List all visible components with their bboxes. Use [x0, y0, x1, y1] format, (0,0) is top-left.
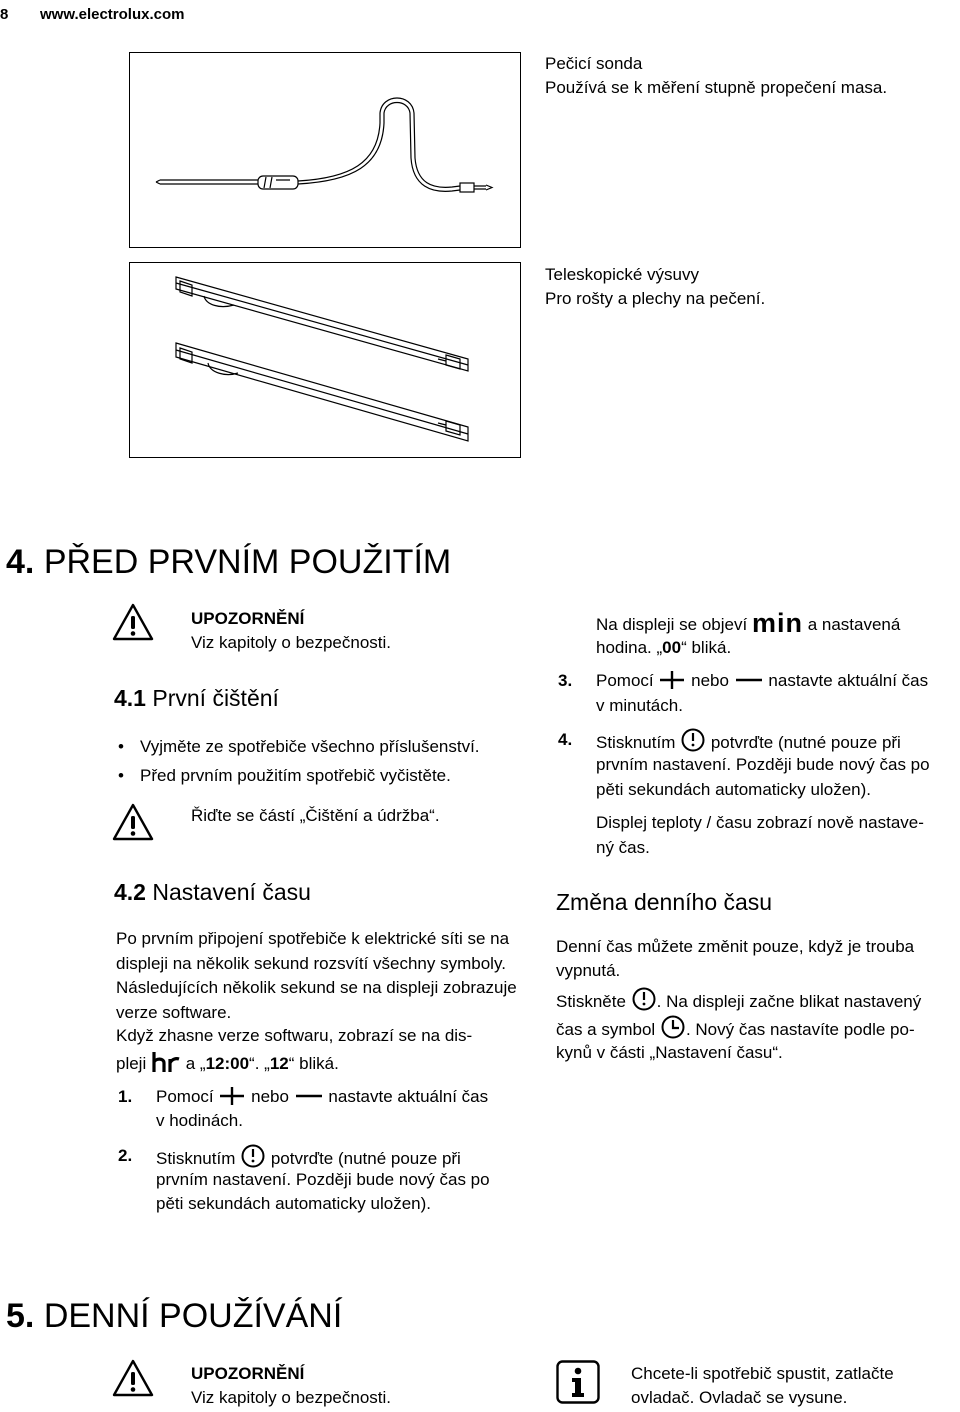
section-4-2-heading	[114, 878, 311, 906]
text-fragment: . Na displeji začne blikat nastavený	[656, 992, 922, 1011]
change-text-line: Denní čas můžete změnit pouze, když je trouba	[556, 937, 915, 956]
warning-triangle-icon	[112, 1359, 154, 1402]
step-1	[118, 1085, 538, 1135]
probe-title: Pečicí sonda	[545, 54, 643, 73]
text-fragment: potvrďte (nutné pouze při	[270, 1149, 461, 1168]
text-fragment: Stisknutím	[596, 733, 676, 752]
info-icon	[556, 1360, 600, 1409]
display-line	[596, 636, 731, 660]
bullet-text: Před prvním použitím spotřebič vyčistěte.	[140, 766, 451, 785]
list-item	[118, 735, 518, 759]
step-number: 2.	[118, 1146, 133, 1165]
text-fragment: “ bliká.	[288, 1054, 339, 1073]
plus-icon	[658, 670, 686, 697]
step-number: 4.	[558, 730, 573, 749]
cleaning-note: Řiďte se částí „Čištění a údržba“.	[191, 806, 440, 825]
step-text	[596, 669, 928, 697]
text-fragment: a „	[185, 1054, 206, 1073]
probe-description: Používá se k měření stupně propečení masa.	[545, 78, 888, 97]
text-fragment: Na displeji se objeví	[596, 615, 748, 634]
text-fragment: hodina. „	[596, 638, 663, 657]
section-4-heading	[6, 542, 451, 582]
runners-illustration	[129, 262, 521, 458]
info-text-line: Chcete-li spotřebič spustit, zatlačte	[631, 1364, 894, 1383]
section-4-1-title: První čištění	[152, 685, 279, 711]
warning-triangle-icon	[112, 603, 154, 646]
step-text-line: v minutách.	[596, 696, 683, 715]
min-icon: min	[751, 608, 803, 638]
section-4-2-title: Nastavení času	[152, 879, 311, 905]
section-5-number: 5.	[6, 1297, 35, 1335]
bullet-dot: •	[118, 766, 124, 785]
step-text-line: v hodinách.	[156, 1111, 243, 1130]
display-line	[596, 608, 901, 638]
telescopic-runners-drawing	[130, 263, 519, 456]
section-5-title: DENNÍ POUŽÍVÁNÍ	[43, 1297, 343, 1335]
runners-title: Teleskopické výsuvy	[545, 265, 700, 284]
text-fragment: a nastavená	[807, 615, 901, 634]
probe-illustration	[129, 52, 521, 248]
step-number: 3.	[558, 671, 573, 690]
software-paragraph-line: Když zhasne verze softwaru, zobrazí se na dis-	[116, 1026, 473, 1045]
website-link[interactable]: www.electrolux.com	[40, 6, 185, 23]
text-fragment: nebo	[251, 1087, 289, 1106]
section-4-number: 4.	[6, 543, 35, 581]
text-fragment: Stiskněte	[556, 992, 626, 1011]
text-fragment: “. „	[249, 1054, 270, 1073]
warning-triangle-icon	[112, 803, 154, 846]
step-4	[558, 728, 958, 803]
section-4-title: PŘED PRVNÍM POUŽITÍM	[43, 543, 452, 581]
time-value: 12:00	[205, 1054, 250, 1073]
press-text-line: kynů v části „Nastavení času“.	[556, 1043, 783, 1062]
bullet-dot: •	[118, 737, 124, 756]
step-text-line: pěti sekundách automaticky uložen).	[596, 780, 871, 799]
text-fragment: . Nový čas nastavíte podle po-	[685, 1020, 915, 1039]
text-fragment: “ bliká.	[681, 638, 732, 657]
section-5-heading	[6, 1296, 342, 1336]
warning-text: Viz kapitoly o bezpečnosti.	[191, 1388, 392, 1407]
change-text-line: vypnutá.	[556, 961, 621, 980]
text-fragment: čas a symbol	[556, 1020, 656, 1039]
step-text-line: prvním nastavení. Později bude nový čas po	[156, 1170, 490, 1189]
blink-value: 12	[269, 1054, 289, 1073]
warning-title: UPOZORNĚNÍ	[191, 609, 305, 628]
step-2	[118, 1144, 538, 1219]
text-fragment: nebo	[691, 671, 729, 690]
clock-icon	[631, 987, 657, 1018]
list-item	[118, 764, 518, 788]
press-text-line	[556, 987, 921, 1018]
section-4-2-number: 4.2	[114, 879, 146, 905]
text-fragment: Stisknutím	[156, 1149, 236, 1168]
section-4-1-heading	[114, 684, 279, 712]
section-4-1-number: 4.1	[114, 685, 146, 711]
info-text-line: ovladač. Ovladač se vysune.	[631, 1388, 848, 1407]
meat-probe-drawing	[130, 53, 519, 246]
step-text-line: pěti sekundách automaticky uložen).	[156, 1194, 431, 1213]
step-text-line: prvním nastavení. Později bude nový čas po	[596, 755, 930, 774]
bullet-text: Vyjměte ze spotřebiče všechno příslušenství.	[140, 737, 480, 756]
text-fragment: nastavte aktuální čas	[768, 671, 929, 690]
setup-paragraph: Po prvním připojení spotřebiče k elektrické síti se na displeji na několik sekund rozsvítí všechny symboly. Následujících několik sekund se na displeji zobrazuje verze software.	[116, 929, 517, 1022]
hr-icon	[151, 1051, 181, 1080]
text-fragment: Pomocí	[596, 671, 654, 690]
text-fragment: nastavte aktuální čas	[328, 1087, 489, 1106]
confirm-text-line: ný čas.	[596, 838, 650, 857]
text-fragment: potvrďte (nutné pouze při	[710, 733, 901, 752]
change-time-heading: Změna denního času	[556, 889, 773, 915]
step-number: 1.	[118, 1087, 133, 1106]
text-fragment: pleji	[116, 1054, 147, 1073]
page-number: 8	[0, 6, 9, 23]
minus-icon	[734, 670, 764, 697]
text-fragment: Pomocí	[156, 1087, 214, 1106]
confirm-text-line: Displej teploty / času zobrazí nově nastave-	[596, 813, 924, 832]
minus-icon	[294, 1086, 324, 1113]
warning-text: Viz kapitoly o bezpečnosti.	[191, 633, 392, 652]
warning-title: UPOZORNĚNÍ	[191, 1364, 305, 1383]
software-paragraph-line	[116, 1051, 339, 1080]
runners-description: Pro rošty a plechy na pečení.	[545, 289, 766, 308]
step-3	[558, 669, 958, 719]
display-value: 00	[662, 638, 682, 657]
